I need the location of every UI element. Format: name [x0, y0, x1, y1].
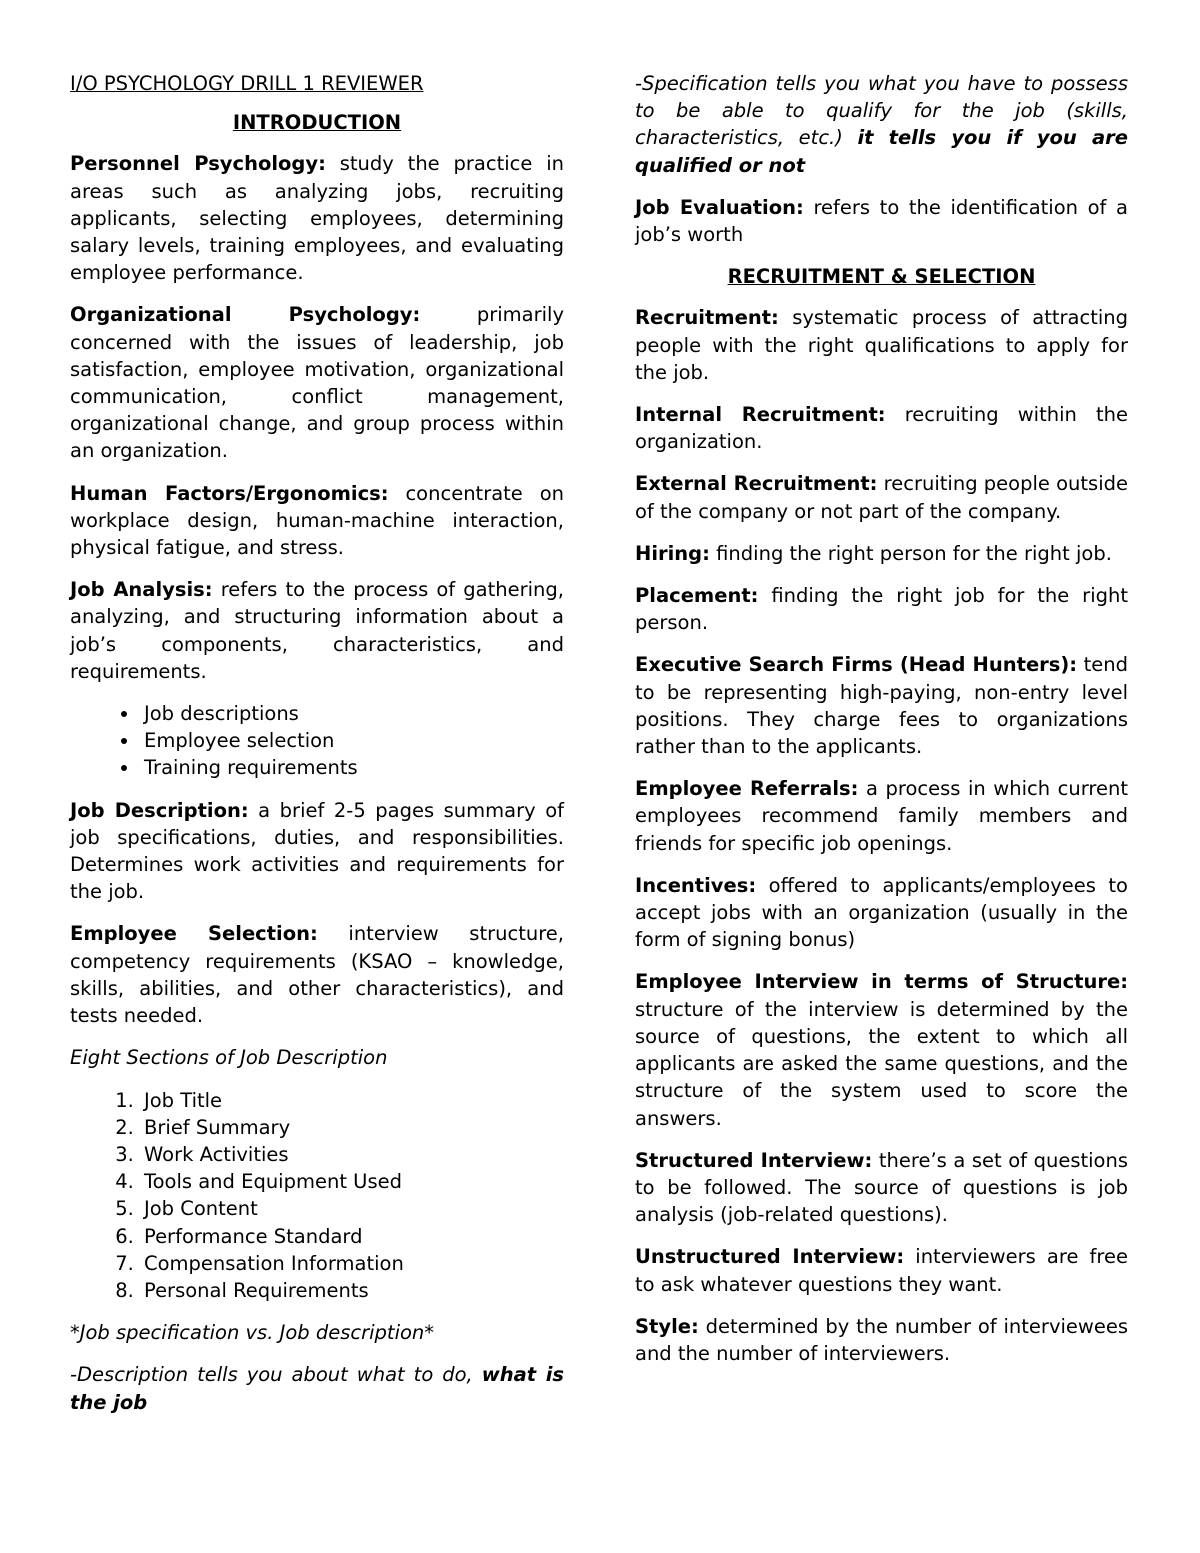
term-placement [635, 582, 1128, 636]
term-definition: there’s a set of questions to be followed. The source of questions is job analysis (job-related questions). [635, 1148, 1128, 1227]
list-item: 3. Work Activities [140, 1141, 564, 1168]
term-label: Internal Recruitment: [635, 403, 886, 427]
term-label: Employee Referrals: [635, 777, 859, 801]
term-definition: primarily concerned with the issues of leadership, job satisfaction, employee motivation, organizational communication, conflict management, organizational change, and group process within an organization. [70, 303, 564, 463]
job-analysis-bullet-list [70, 700, 564, 782]
term-label: Placement: [635, 584, 759, 608]
term-label: Incentives: [635, 873, 757, 897]
term-label: Executive Search Firms (Head Hunters): [635, 653, 1078, 677]
right-column [635, 70, 1128, 1382]
term-label: Personnel Psychology: [70, 152, 326, 176]
term-definition: offered to applicants/employees to accept jobs with an organization (usually in the form of signing bonus) [635, 873, 1128, 952]
list-item: 5. Job Content [140, 1195, 564, 1222]
term-label: Recruitment: [635, 306, 779, 330]
term-label: Structured Interview: [635, 1148, 873, 1172]
term-definition: interview structure, competency requirements (KSAO – knowledge, skills, abilities, and other characteristics), and tests needed. [70, 922, 564, 1028]
term-label: Human Factors/Ergonomics: [70, 481, 389, 505]
term-label: Job Analysis: [70, 578, 213, 602]
term-definition: structure of the interview is determined by the source of questions, the extent to which all applicants are asked the same questions, and the structure of the system used to score the answers. [635, 997, 1128, 1130]
list-item: 7. Compensation Information [140, 1250, 564, 1277]
term-definition: systematic process of attracting people with the right qualifications to apply for the job. [635, 306, 1128, 384]
term-personnel-psychology [70, 150, 564, 286]
term-label: Employee Interview in terms of Structure: [635, 970, 1128, 994]
term-definition: interviewers are free to ask whatever questions they want. [635, 1245, 1129, 1296]
term-job-analysis [70, 576, 564, 685]
section-heading-introduction: INTRODUCTION [232, 111, 402, 135]
note-emphasis: it tells you if you are qualified or not [635, 126, 1128, 177]
list-item: • Job descriptions [140, 700, 564, 727]
term-definition: refers to the identification of a job’s worth [635, 195, 1128, 247]
term-definition: finding the right job for the right person. [635, 584, 1128, 635]
term-label: External Recruitment: [635, 472, 878, 496]
term-incentives [635, 872, 1128, 954]
spec-vs-description: *Job specification vs. Job description* [70, 1321, 435, 1345]
section-heading-recruitment: RECRUITMENT & SELECTION [727, 265, 1036, 289]
term-structured-interview [635, 1147, 1128, 1229]
term-label: Job Evaluation: [635, 195, 804, 219]
term-definition: recruiting people outside of the company or not part of the company. [635, 472, 1128, 523]
sections-title: Eight Sections of Job Description [70, 1046, 388, 1070]
term-employee-interview-structure [635, 968, 1128, 1131]
note-text: -Specification tells you what you have to possess to be able to qualify for the job (skills, characteristics, etc.) [635, 72, 1128, 150]
term-job-description [70, 797, 564, 906]
list-item: 6. Performance Standard [140, 1223, 564, 1250]
term-label: Employee Selection: [70, 922, 318, 946]
term-internal-recruitment [635, 401, 1128, 455]
term-human-factors [70, 480, 564, 562]
term-unstructured-interview [635, 1243, 1128, 1297]
description-note [70, 1361, 564, 1415]
term-recruitment [635, 304, 1128, 386]
term-definition: concentrate on workplace design, human-machine interaction, physical fatigue, and stress. [70, 481, 564, 560]
term-definition: recruiting within the organization. [635, 403, 1128, 454]
list-item: 8. Personal Requirements [140, 1277, 564, 1304]
term-label: Organizational Psychology: [70, 303, 421, 327]
term-definition: tend to be representing high-paying, non-entry level positions. They charge fees to organizations rather than to the applicants. [635, 653, 1129, 759]
list-item: • Employee selection [140, 727, 564, 754]
job-description-sections-list [70, 1087, 564, 1305]
term-label: Hiring: [635, 541, 710, 565]
note-emphasis: what is the job [70, 1363, 564, 1414]
term-executive-search-firms [635, 651, 1128, 760]
document-title: I/O PSYCHOLOGY DRILL 1 REVIEWER [70, 72, 424, 95]
term-definition: a process in which current employees recommend family members and friends for specific job openings. [635, 777, 1128, 855]
note-text: -Description tells you about what to do, [70, 1363, 482, 1387]
term-external-recruitment [635, 470, 1128, 524]
list-item: 1. Job Title [140, 1087, 564, 1114]
term-organizational-psychology [70, 301, 564, 464]
specification-note [635, 70, 1128, 179]
term-definition: determined by the number of interviewees and the number of interviewers. [635, 1314, 1128, 1365]
term-label: Unstructured Interview: [635, 1245, 905, 1269]
term-employee-selection [70, 920, 564, 1029]
list-item: • Training requirements [140, 754, 564, 781]
term-definition: finding the right person for the right job. [709, 541, 1112, 565]
term-definition: study the practice in areas such as analyzing jobs, recruiting applicants, selecting employees, determining salary levels, training employees, and evaluating employee performance. [70, 152, 564, 285]
term-style [635, 1313, 1128, 1367]
term-hiring [635, 540, 1128, 567]
term-job-evaluation [635, 194, 1128, 248]
term-definition: refers to the process of gathering, analyzing, and structuring information about a job’s components, characteristics, and requirements. [70, 578, 564, 683]
term-definition: a brief 2-5 pages summary of job specifications, duties, and responsibilities. Determines work activities and requirements for the job. [70, 798, 564, 904]
term-employee-referrals [635, 775, 1128, 857]
term-label: Job Description: [70, 798, 249, 822]
list-item: 2. Brief Summary [140, 1114, 564, 1141]
term-label: Style: [635, 1314, 699, 1338]
left-column [70, 70, 564, 1431]
list-item: 4. Tools and Equipment Used [140, 1168, 564, 1195]
